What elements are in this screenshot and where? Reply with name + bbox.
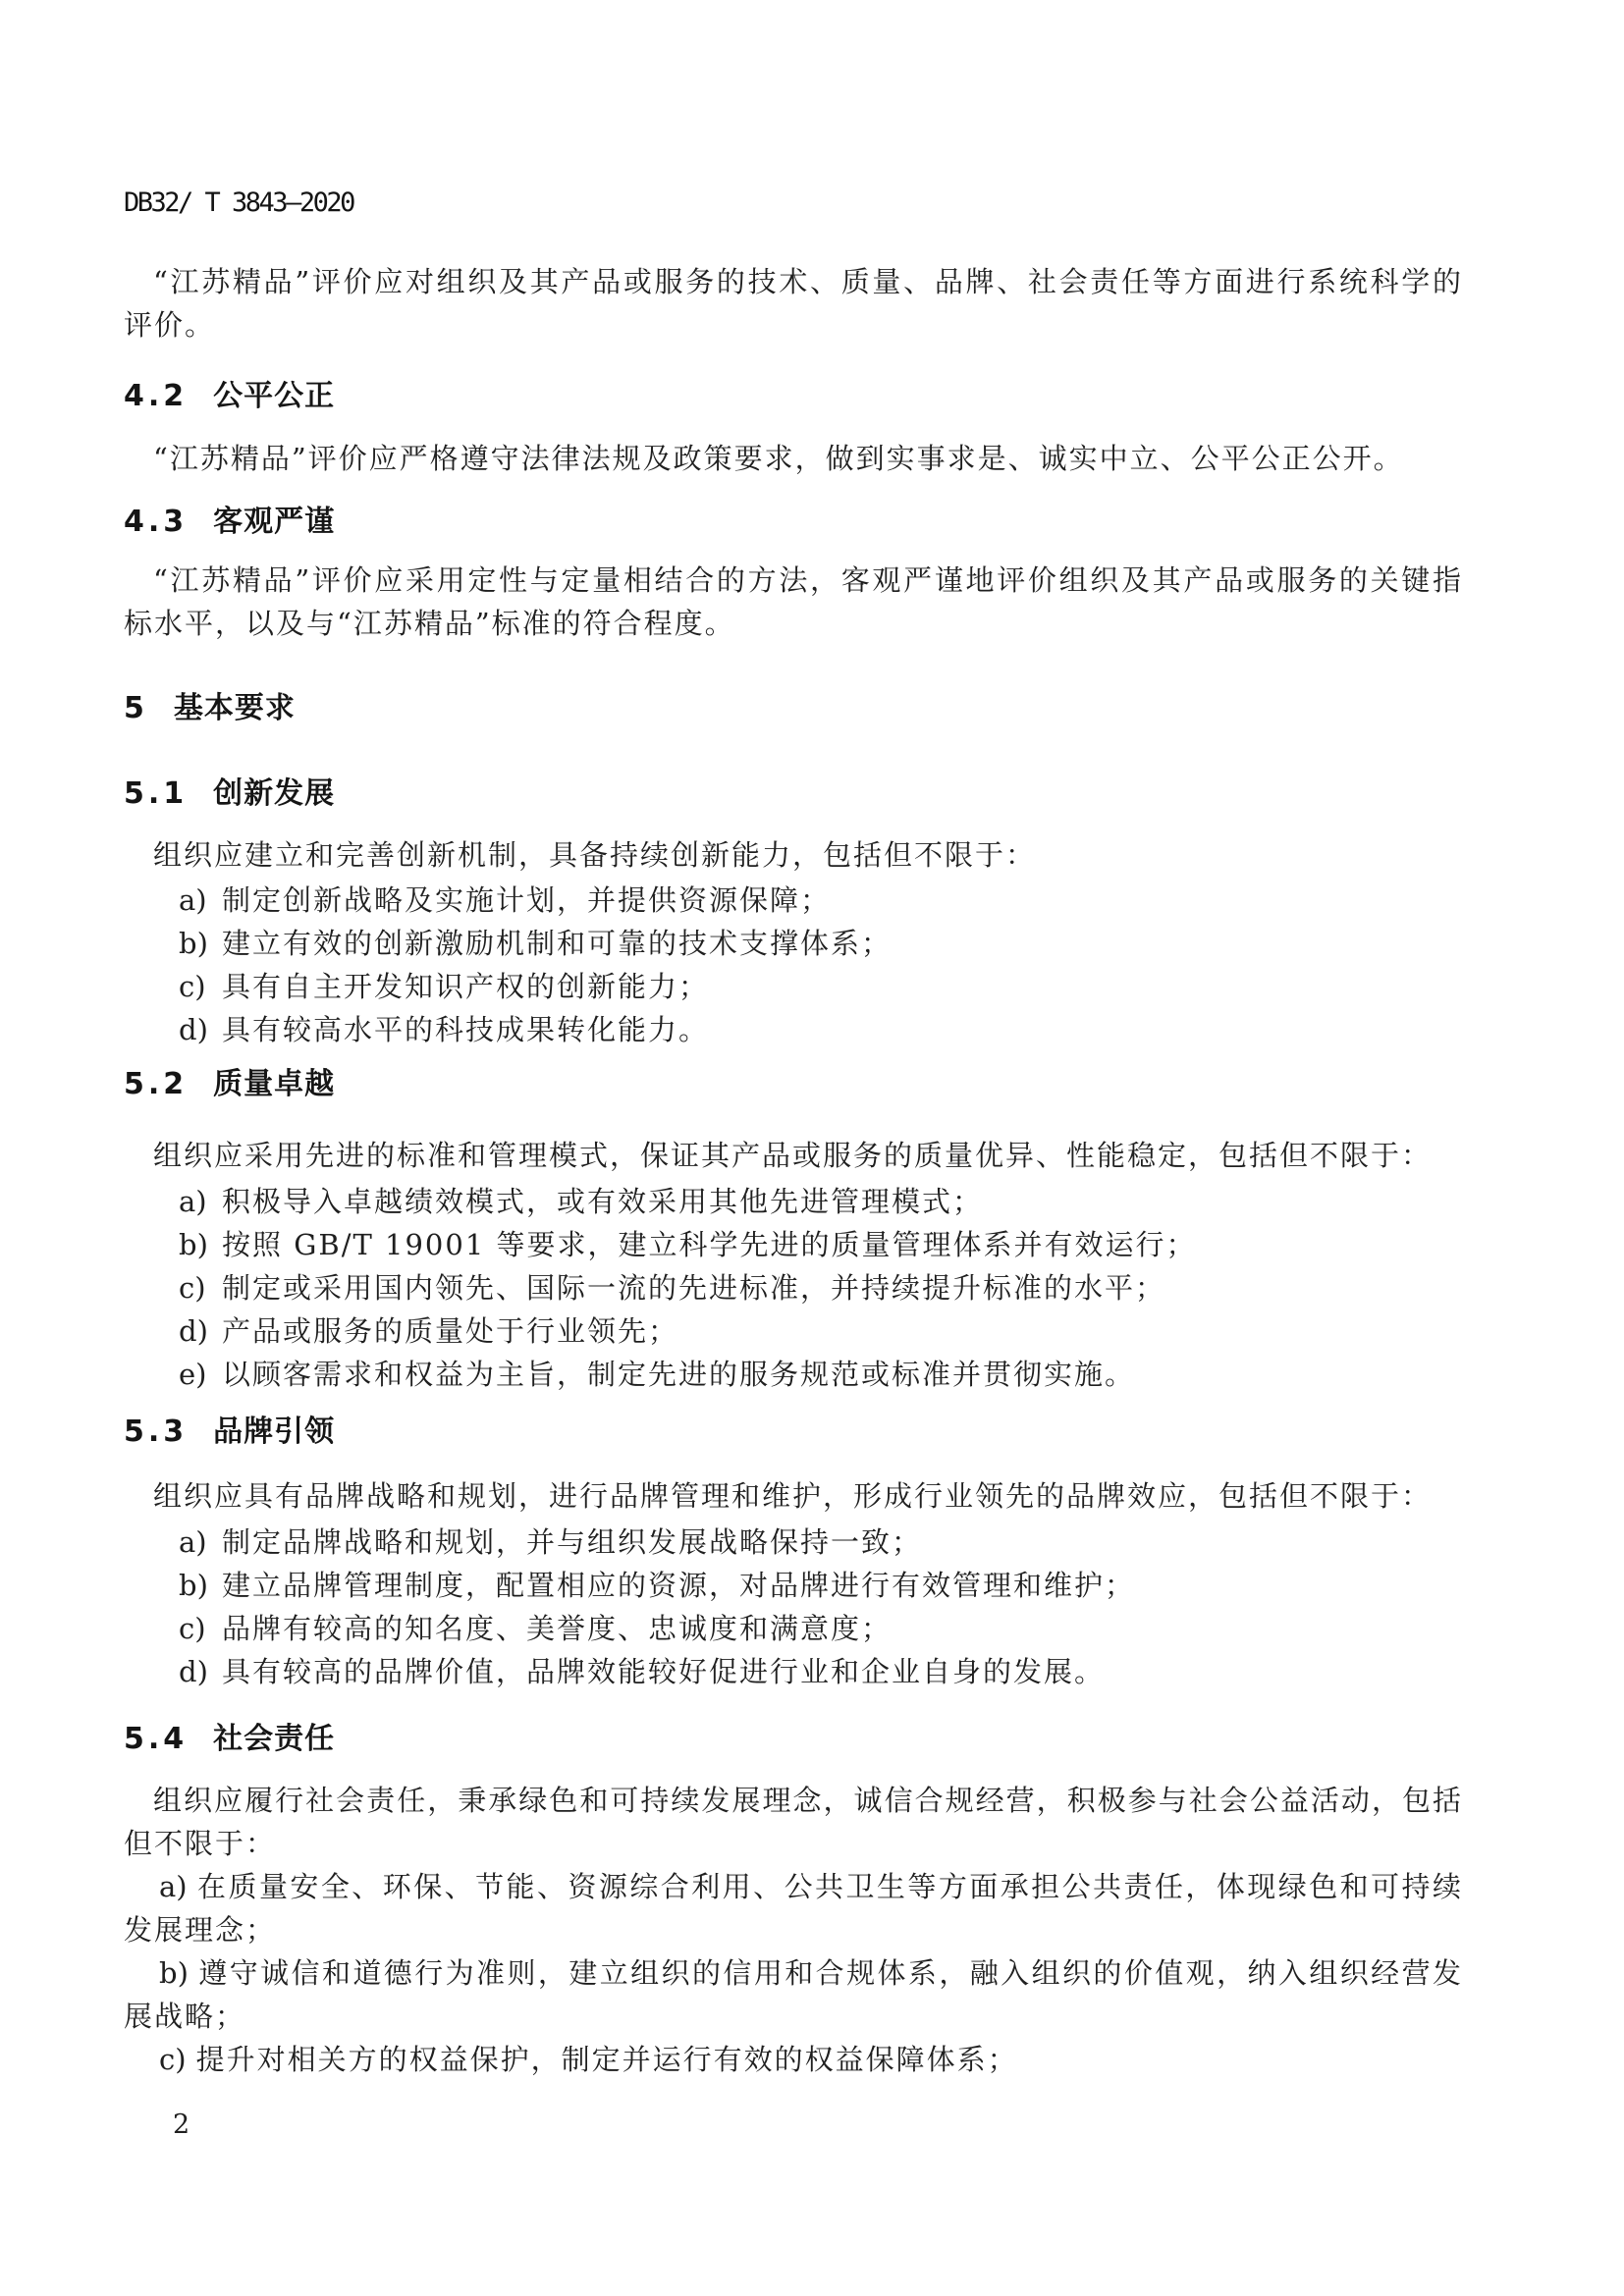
list-item-label: d) — [179, 1013, 208, 1046]
list-item-text: 制定创新战略及实施计划，并提供资源保障； — [222, 883, 832, 917]
section-number: 5.3 — [124, 1415, 189, 1449]
section-5-2-intro: 组织应采用先进的标准和管理模式，保证其产品或服务的质量优异、性能稳定，包括但不限于： — [153, 1139, 1433, 1172]
section-number: 5.4 — [124, 1722, 189, 1756]
section-number: 5.1 — [124, 776, 189, 811]
list-item-text: 具有自主开发知识产权的创新能力； — [222, 970, 710, 1003]
list-item — [124, 1951, 1463, 2038]
section-4-2-paragraph: “江苏精品”评价应严格遵守法律法规及政策要求，做到实事求是、诚实中立、公平公正公开。 — [153, 442, 1404, 475]
list-item — [124, 922, 1463, 965]
list-item — [124, 1223, 1463, 1266]
section-title: 品牌引领 — [213, 1415, 336, 1449]
list-item-label: b) — [179, 1569, 208, 1602]
section-title: 创新发展 — [213, 776, 336, 811]
list-item-label: d) — [179, 1655, 208, 1688]
list-item-text: 制定或采用国内领先、国际一流的先进标准，并持续提升标准的水平； — [222, 1271, 1166, 1305]
intro-paragraph: “江苏精品”评价应对组织及其产品或服务的技术、质量、品牌、社会责任等方面进行系统科学的评价。 — [124, 265, 1463, 342]
list-item-label: e) — [179, 1358, 207, 1391]
list-item — [124, 1865, 1463, 1951]
list-item-label: c) — [179, 1271, 206, 1305]
list-item-text: 积极导入卓越绩效模式，或有效采用其他先进管理模式； — [222, 1185, 984, 1218]
section-title: 客观严谨 — [213, 505, 336, 539]
document-code: DB32/ T 3843—2020 — [124, 187, 353, 218]
list-item-text: 在质量安全、环保、节能、资源综合利用、公共卫生等方面承担公共责任，体现绿色和可持续发展理念； — [124, 1870, 1463, 1947]
section-heading-5-1 — [124, 774, 1463, 814]
section-5-2-list — [124, 1180, 1463, 1396]
section-5-1-intro: 组织应建立和完善创新机制，具备持续创新能力，包括但不限于： — [153, 838, 1037, 872]
list-item-label: b) — [159, 1956, 189, 1990]
chapter-heading-5 — [124, 689, 1463, 728]
list-item-text: 产品或服务的质量处于行业领先； — [222, 1314, 679, 1348]
section-title: 质量卓越 — [213, 1067, 336, 1101]
list-item-label: a) — [179, 1525, 207, 1559]
list-item-label: b) — [179, 1228, 208, 1261]
section-number: 5 — [124, 691, 148, 725]
list-item — [124, 1564, 1463, 1607]
list-item-label: c) — [179, 1612, 206, 1645]
list-item-text: 品牌有较高的知名度、美誉度、忠诚度和满意度； — [222, 1612, 893, 1645]
list-item-label: a) — [179, 1185, 207, 1218]
section-5-3-intro: 组织应具有品牌战略和规划，进行品牌管理和维护，形成行业领先的品牌效应，包括但不限于： — [153, 1479, 1433, 1513]
section-title: 社会责任 — [213, 1722, 336, 1756]
page-number: 2 — [173, 2109, 190, 2140]
section-heading-5-3 — [124, 1413, 1463, 1452]
section-heading-4-3 — [124, 503, 1463, 542]
list-item — [124, 1008, 1463, 1051]
list-item — [124, 1353, 1463, 1396]
list-item-text: 具有较高水平的科技成果转化能力。 — [222, 1013, 710, 1046]
list-item — [124, 1607, 1463, 1650]
list-item — [124, 2038, 1463, 2081]
list-item-text: 按照 GB/T 19001 等要求，建立科学先进的质量管理体系并有效运行； — [222, 1228, 1197, 1261]
list-item-text: 建立品牌管理制度，配置相应的资源，对品牌进行有效管理和维护； — [222, 1569, 1136, 1602]
list-item-label: d) — [179, 1314, 208, 1348]
list-item-text: 遵守诚信和道德行为准则，建立组织的信用和合规体系，融入组织的价值观，纳入组织经营发展战略； — [124, 1956, 1463, 2033]
list-item-label: a) — [159, 1870, 188, 1903]
list-item-label: c) — [179, 970, 206, 1003]
section-5-1-list — [124, 879, 1463, 1051]
section-number: 4.2 — [124, 379, 189, 413]
section-4-3-paragraph: “江苏精品”评价应采用定性与定量相结合的方法，客观严谨地评价组织及其产品或服务的关键指标水平，以及与“江苏精品”标准的符合程度。 — [124, 563, 1463, 640]
list-item-text: 具有较高的品牌价值，品牌效能较好促进行业和企业自身的发展。 — [222, 1655, 1106, 1688]
list-item — [124, 1521, 1463, 1564]
section-heading-5-2 — [124, 1065, 1463, 1104]
section-5-4-intro: 组织应履行社会责任，秉承绿色和可持续发展理念，诚信合规经营，积极参与社会公益活动，包括但不限于： — [124, 1784, 1463, 1860]
section-heading-4-2 — [124, 377, 1463, 416]
list-item — [124, 879, 1463, 922]
document-content — [124, 184, 1463, 2081]
list-item-text: 以顾客需求和权益为主旨，制定先进的服务规范或标准并贯彻实施。 — [222, 1358, 1136, 1391]
list-item — [124, 1180, 1463, 1223]
list-item — [124, 1309, 1463, 1353]
list-item-label: a) — [179, 883, 207, 917]
list-item-text: 提升对相关方的权益保护，制定并运行有效的权益保障体系； — [195, 2043, 1018, 2076]
section-number: 4.3 — [124, 505, 189, 539]
list-item-label: b) — [179, 927, 208, 960]
list-item — [124, 1266, 1463, 1309]
list-item-text: 制定品牌战略和规划，并与组织发展战略保持一致； — [222, 1525, 923, 1559]
list-item — [124, 1650, 1463, 1693]
section-title: 公平公正 — [213, 379, 336, 413]
section-heading-5-4 — [124, 1720, 1463, 1759]
list-item-text: 建立有效的创新激励机制和可靠的技术支撑体系； — [222, 927, 893, 960]
section-number: 5.2 — [124, 1067, 189, 1101]
section-title: 基本要求 — [173, 691, 296, 725]
section-5-3-list — [124, 1521, 1463, 1693]
list-item — [124, 965, 1463, 1008]
list-item-label: c) — [159, 2043, 187, 2076]
